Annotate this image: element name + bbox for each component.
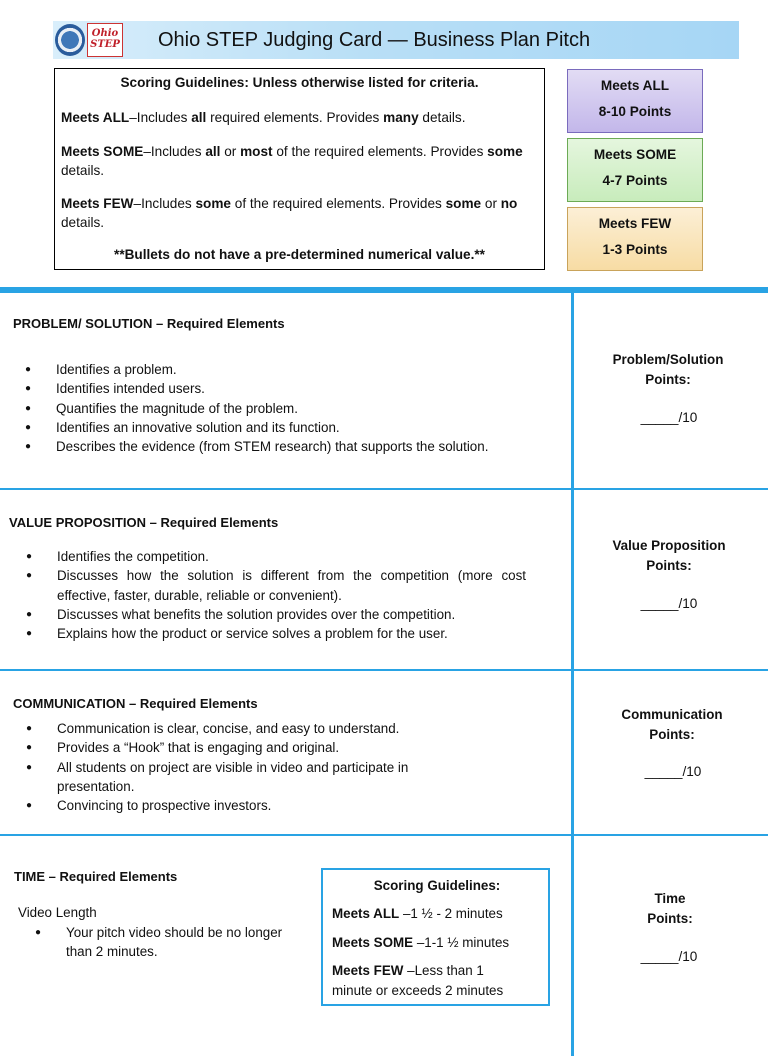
text: details. (61, 215, 105, 230)
text: –Includes (133, 196, 196, 211)
time-list (35, 923, 310, 962)
text: of the required elements. Provides (272, 144, 488, 159)
text: of the required elements. Provides (231, 196, 446, 211)
text: –Includes (129, 110, 192, 125)
emph: all (191, 110, 207, 125)
list-item: ● Your pitch video should be no longer than 2 minutes. (35, 923, 310, 962)
list-item: ● Identifies a problem. (25, 360, 555, 379)
badge-label: Meets SOME (593, 147, 677, 162)
text: or (220, 144, 241, 159)
value-proposition-score: _____/10 (640, 596, 698, 611)
row-divider (0, 834, 768, 836)
points-label-line: Value Proposition (612, 538, 726, 553)
points-label-line: Communication (621, 707, 723, 722)
points-label-line: Points: (649, 726, 695, 742)
list-item: ● Discusses how the solution is different from the competition (more cost effective, faster, durable, reliable or convenient). (26, 566, 526, 605)
value-proposition-list (26, 547, 526, 643)
text: –Includes (143, 144, 206, 159)
communication-list (26, 719, 436, 815)
emph: some (195, 196, 231, 211)
list-item: ● Identifies the competition. (26, 547, 526, 566)
communication-title: COMMUNICATION – Required Elements (13, 696, 258, 711)
badge-points: 8-10 Points (598, 104, 672, 119)
ohio-step-logo (87, 23, 123, 57)
value-proposition-points-label (569, 536, 768, 575)
emph: some (445, 196, 482, 211)
points-label-line: Points: (645, 371, 691, 387)
communication-score: _____/10 (644, 764, 702, 779)
guideline-meets-all (61, 108, 538, 127)
text: required elements. Provides (206, 110, 384, 125)
row-divider (0, 488, 768, 490)
video-length-label: Video Length (18, 905, 97, 920)
badge-label: Meets ALL (600, 78, 670, 93)
guidelines-note: **Bullets do not have a pre-determined numerical value.** (114, 247, 485, 262)
text: –Less than 1 minute or exceeds 2 minutes (332, 963, 504, 998)
emph: some (487, 144, 523, 159)
points-label-line: Points: (646, 557, 692, 573)
scoring-guidelines-box (54, 68, 545, 270)
page-title: Ohio STEP Judging Card — Business Plan Pitch (158, 29, 591, 51)
emph: no (500, 196, 518, 211)
problem-solution-points-label (568, 350, 768, 389)
logo-text: Ohio STEP (90, 28, 120, 50)
table-top-border (0, 287, 768, 293)
row-divider (0, 669, 768, 671)
value-proposition-title: VALUE PROPOSITION – Required Elements (9, 515, 279, 530)
list-item: ● Discusses what benefits the solution provides over the competition. (26, 605, 526, 624)
time-scoring-box (321, 868, 550, 1006)
points-label-line: Problem/Solution (612, 352, 724, 367)
problem-solution-title: PROBLEM/ SOLUTION – Required Elements (13, 316, 285, 331)
problem-solution-list (25, 360, 555, 456)
text: details. (61, 163, 105, 178)
time-points-label (570, 889, 768, 928)
badge-points: 1-3 Points (602, 242, 668, 257)
text: –1 ½ - 2 minutes (399, 906, 503, 921)
guidelines-heading: Scoring Guidelines: Unless otherwise listed for criteria. (120, 75, 479, 90)
list-item: ● Quantifies the magnitude of the problem. (25, 399, 555, 418)
emph: most (240, 144, 273, 159)
list-item: ● Provides a “Hook” that is engaging and original. (26, 738, 436, 757)
label: Meets ALL (332, 906, 400, 921)
badge-points: 4-7 Points (602, 173, 668, 188)
meets-few-badge (567, 207, 703, 271)
list-item: ● Identifies an innovative solution and its function. (25, 418, 555, 437)
problem-solution-score: _____/10 (640, 410, 698, 425)
list-item: ● Convincing to prospective investors. (26, 796, 436, 815)
time-box-heading: Scoring Guidelines: (373, 878, 501, 893)
points-label-line: Time (654, 891, 686, 906)
label: Meets SOME (332, 935, 414, 950)
list-item: ● Identifies intended users. (25, 379, 555, 398)
list-item: ● All students on project are visible in video and participate in presentation. (26, 758, 436, 797)
emph: all (205, 144, 221, 159)
communication-points-label (572, 705, 768, 744)
badge-label: Meets FEW (598, 216, 672, 231)
list-item: ● Communication is clear, concise, and easy to understand. (26, 719, 436, 738)
time-meets-some (332, 933, 542, 953)
emph: many (383, 110, 419, 125)
guideline-meets-few (61, 194, 538, 232)
time-meets-all (332, 904, 542, 924)
text: or (481, 196, 501, 211)
points-label-line: Points: (647, 910, 693, 926)
time-meets-few (332, 961, 512, 1001)
meets-all-badge (567, 69, 703, 133)
ohio-seal-logo (55, 24, 85, 56)
guideline-meets-some (61, 142, 538, 180)
label: Meets SOME (61, 144, 144, 159)
time-score: _____/10 (640, 949, 698, 964)
meets-some-badge (567, 138, 703, 202)
list-item: ● Explains how the product or service solves a problem for the user. (26, 624, 526, 643)
time-title: TIME – Required Elements (14, 869, 178, 884)
list-item: ● Describes the evidence (from STEM research) that supports the solution. (25, 437, 555, 456)
text: details. (418, 110, 466, 125)
column-divider (571, 293, 574, 1056)
text: –1-1 ½ minutes (413, 935, 510, 950)
label: Meets ALL (61, 110, 130, 125)
label: Meets FEW (332, 963, 404, 978)
label: Meets FEW (61, 196, 134, 211)
